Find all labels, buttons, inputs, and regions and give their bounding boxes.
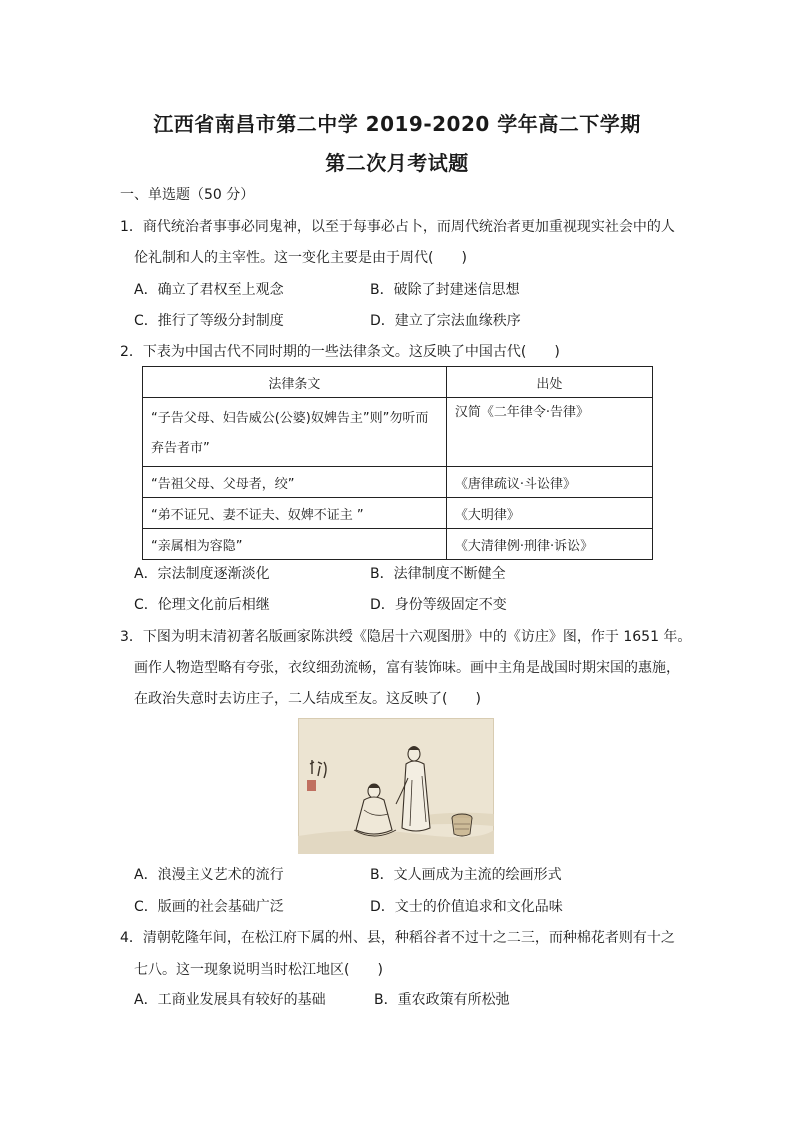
law-table-header-row [143,367,653,398]
law-clause-cell: “亲属相为容隐” [143,529,447,560]
law-source-cell: 《大清律例·刑律·诉讼》 [446,529,652,560]
table-row [143,467,653,498]
q3-stem-line1: 3．下图为明末清初著名版画家陈洪绶《隐居十六观图册》中的《访庄》图，作于 1651 年。 [120,629,692,645]
table-row [143,398,653,467]
q2-option-c: C．伦理文化前后相继 [134,597,270,613]
q2-option-d: D．身份等级固定不变 [370,597,507,613]
law-clause-cell: “弟不证兄、妻不证夫、奴婢不证主 ” [143,498,447,529]
exam-title-line2: 第二次月考试题 [325,151,469,175]
q4-stem-line1: 4．清朝乾隆年间，在松江府下属的州、县，种稻谷者不过十之二三，而种棉花者则有十之 [120,930,675,946]
q3-stem-line3: 在政治失意时去访庄子，二人结成至友。这反映了( ) [134,691,481,707]
q2-stem-line1: 2．下表为中国古代不同时期的一些法律条文。这反映了中国古代( ) [120,344,560,360]
q4-option-b: B．重农政策有所松弛 [374,992,510,1008]
q3-option-d: D．文士的价值追求和文化品味 [370,899,563,915]
law-table-header-clause: 法律条文 [143,367,447,398]
q1-option-d: D．建立了宗法血缘秩序 [370,313,521,329]
law-source-cell: 《唐律疏议·斗讼律》 [446,467,652,498]
section-heading: 一、单选题（50 分） [120,187,255,203]
q1-option-a: A．确立了君权至上观念 [134,282,284,298]
law-table-header-source: 出处 [446,367,652,398]
q4-option-a: A．工商业发展具有较好的基础 [134,992,326,1008]
q1-stem-line1: 1．商代统治者事事必同鬼神，以至于每事必占卜，而周代统治者更加重视现实社会中的人 [120,219,675,235]
q4-stem-line2: 七八。这一现象说明当时松江地区( ) [134,962,383,978]
exam-title-line1: 江西省南昌市第二中学 2019-2020 学年高二下学期 [153,112,641,136]
table-row [143,498,653,529]
q3-option-b: B．文人画成为主流的绘画形式 [370,867,562,883]
law-clause-cell: “子告父母、妇告威公(公婆)奴婢告主”则”勿听而弃告者市” [143,398,447,467]
q1-option-b: B．破除了封建迷信思想 [370,282,520,298]
q1-stem-line2: 伦礼制和人的主宰性。这一变化主要是由于周代( ) [134,250,467,266]
law-source-cell: 汉简《二年律令·告律》 [446,398,652,467]
q3-stem-line2: 画作人物造型略有夸张，衣纹细劲流畅，富有装饰味。画中主角是战国时期宋国的惠施， [134,660,680,676]
q1-option-c: C．推行了等级分封制度 [134,313,284,329]
visiting-zhuangzi-painting [298,718,494,854]
q2-option-a: A．宗法制度逐渐淡化 [134,566,270,582]
q2-option-b: B．法律制度不断健全 [370,566,506,582]
q3-option-a: A．浪漫主义艺术的流行 [134,867,284,883]
law-table [142,366,653,560]
table-row [143,529,653,560]
q3-option-c: C．版画的社会基础广泛 [134,899,284,915]
law-source-cell: 《大明律》 [446,498,652,529]
law-clause-cell: “告祖父母、父母者，绞” [143,467,447,498]
